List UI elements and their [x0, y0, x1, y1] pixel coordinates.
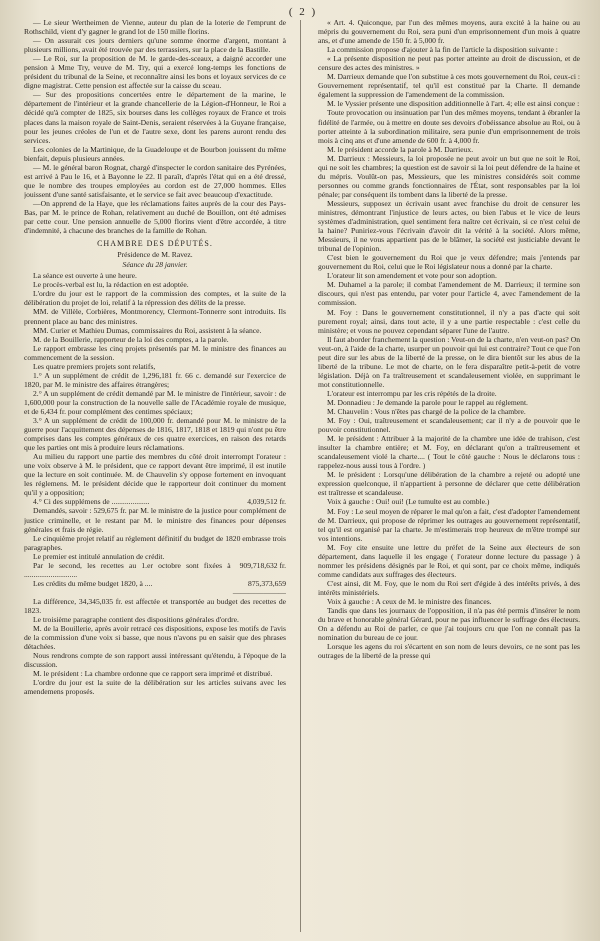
paragraph: Les quatre premiers projets sont relatifs, — [33, 361, 156, 371]
paragraph: Nous rendrons compte de son rapport aussi intéressant qu'étendu, à l'époque de la discussion. — [24, 651, 286, 670]
paragraph: C'est ainsi, dit M. Foy, que le nom du Roi sert d'égide à des intérêts privés, à des intérêts ministériels. — [318, 578, 580, 597]
paragraph: Il faut aborder franchement la question : Veut-on de la charte, n'en veut-on pas? On veut-on, à l'aide de la charte, usurper un pouvoir qui lui est contraire? Tout ce que l'on peut dire sur les abus de la liberté de la presse, on le dira bientôt sur les abus de la liberté de la tribune. Le mot de charte, on le fera disparaître petit-à-petit de votre législation. Déjà on l'a traîtreusement et scandaleusement violée, en supprimant le mot constitutionnelle. — [318, 334, 580, 389]
paragraph: Les colonies de la Martinique, de la Guadeloupe et de Bourbon jouissent du même bienfait, depuis plusieurs années. — [24, 144, 286, 163]
paragraph: Au milieu du rapport une partie des membres du côté droit interrompt l'orateur : une voix observe à M. le président, que ce rapport devant être imprimé, il est inutile que la lecture en soit continuée. M. de Chauvelin s'y oppose fortement en invoquant les réglemens. M. le président décide que le rapporteur doit continuer du moment qu'il y a opposition; — [24, 452, 286, 498]
paragraph: — M. le général baron Rognat, chargé d'inspecter le cordon sanitaire des Pyrénées, est arrivé à Pau le 16, et à Bayonne le 22. Il paraît, d'après l'état qui en a été dressé, que le nombre des troupes employées au cordon est de 27,000 hommes. Elles jouissent d'une santé satisfaisante, et le service se fait avec beaucoup d'exactitude. — [24, 162, 286, 199]
paragraph: L'orateur lit son amendement et vote pour son adoption. — [327, 271, 497, 281]
paragraph: M. de la Bouillerie, après avoir retracé ces dispositions, expose les motifs de l'avis de la commission d'une voix si basse, que nous n'avons pu en saisir que des phrases détachées. — [24, 624, 286, 652]
ledger-line — [24, 561, 286, 579]
paragraph: M. de la Bouillerie, rapporteur de la loi des comptes, a la parole. — [33, 334, 229, 344]
left-column — [24, 18, 286, 936]
paragraph: M. le président : Lorsqu'une délibération de la chambre a rejeté ou adopté une expression quelconque, il n'appartient à personne de déclarer que cette délibération est traîtresse et scandaleuse. — [318, 470, 580, 498]
paragraph: Demandés, savoir : 529,675 fr. par M. le ministre de la justice pour complément de justice criminelle, et le restant par M. le ministre des finances pour dépenses générales et frais de régie. — [24, 506, 286, 534]
paragraph: M. Chauvelin : Vous n'êtes pas chargé de la police de la chambre. — [327, 407, 526, 417]
paragraph: M. le Vyssier présente une disposition additionnelle à l'art. 4; elle est ainsi conçue : — [327, 99, 580, 109]
paragraph: M. Darrieux demande que l'on substitue à ces mots gouvernement du Roi, ceux-ci : Gouvernement représentatif, tel qu'il est constitué par la Charte. Il demande également la suppression de l'amendement de la commission. — [318, 72, 580, 100]
paragraph: La différence, 34,345,035 fr. est affectée et transportée au budget des recettes de 1823. — [24, 596, 286, 615]
paragraph: Lorsque les agens du roi s'écartent en son nom de leurs devoirs, ce ne sont pas les outrages de la liberté de la presse qui — [318, 642, 580, 661]
paragraph: MM. de Villèle, Corbières, Montmorency, Clermont-Tonnerre sont introduits. Ils prennent place au banc des ministres. — [24, 307, 286, 326]
page-number: ( 2 ) — [288, 6, 318, 18]
paragraph: Le premier est intitulé annulation de crédit. — [33, 551, 165, 561]
paragraph: — Le sieur Wertheimen de Vienne, auteur du plan de la loterie de l'emprunt de Rothschild, vient d'y gagner le grand lot de 150 mille florins. — [24, 18, 286, 37]
paragraph: Toute provocation ou insinuation par l'un des mêmes moyens, tendant à ébranler la fidélité de l'armée, ou à mettre en doute ses devoirs d'obéissance absolue au Roi, ou à porter atteinte à la subordination militaire, sera punie d'un emprisonnement de trois mois à cinq ans et d'une amende de 600 fr. à 4,000 fr. — [318, 108, 580, 145]
paragraph: 2.° A un supplément de crédit demandé par M. le ministre de l'intérieur, savoir : de 1,600,000 pour la construction de la nouvelle salle de l'Académie royale de musique, et de 6,434 fr. pour complément des centimes spéciaux; — [24, 388, 286, 416]
paragraph: M. Duhamel a la parole; il combat l'amendement de M. Darrieux; il termine son discours, qui n'est pas entendu, par voter pour l'article 4, avec l'amendement de la commission. — [318, 280, 580, 308]
paragraph: —On apprend de la Haye, que les réclamations faites auprès de la cour des Pays-Bas, par M. le prince de Rohan, relativement au duché de Bouillon, ont été admises par cette cour. Une pension annuelle de 5,000 florins vient d'être accordée, à titre d'indemnité, à chacune des branches de la famille de Rohan. — [24, 198, 286, 236]
paragraph: M. Foy cite ensuite une lettre du préfet de la Seine aux électeurs de son département, dans laquelle il les engage ( l'orateur donne lecture du passage ) à nommer les présidens désignés par le Roi, et qui sont, par ce choix même, indiqués comme candidats aux suffrages des électeurs. — [318, 542, 580, 579]
paragraph: — On assurait ces jours derniers qu'une somme énorme d'argent, montant à plusieurs millions, avait été trouvée par des terrassiers, sur la place de la Bastille. — [24, 36, 286, 55]
paragraph: M. le président : Attribuer à la majorité de la chambre une idée de trahison, c'est insulter la chambre entière; et M. Foy, en déclarant qu'on a traîtreusement et scandaleusement violé la charte.... ( Tout le côté gauche : Nous le déclarons tous : rappelez-nous aussi tous à l'ordre. ) — [318, 434, 580, 471]
paragraph: La séance est ouverte à une heure. — [33, 271, 137, 281]
ledger-label: Les crédits du même budget 1820, à .... — [33, 578, 153, 588]
paragraph: M. Darrieux : Messieurs, la loi proposée ne peut avoir un but que ne soit le Roi, qui ne soit les chambres; la question est de savoir si la loi peut défendre de la haine et du mépris. Voulût-on pas, Messieurs, que les ministres considérés soit comme personnes ou comme grands fonctionnaires de l'État, sont responsables par la loi pénale; par conséquent ils tombent dans la liberté de la presse. — [318, 153, 580, 199]
paragraph: Voix à gauche : Oui! oui! (Le tumulte est au comble.) — [327, 497, 490, 507]
paragraph: L'ordre du jour est le rapport de la commission des comptes, et la suite de la délibération du projet de loi, relatif à la répression des délits de la presse. — [24, 289, 286, 308]
paragraph: L'orateur est interrompu par les cris répétés de la droite. — [327, 388, 497, 398]
ledger-line — [24, 588, 286, 597]
paragraph: Le rapport embrasse les cinq projets présentés par M. le ministre des finances au commencement de la session. — [24, 343, 286, 362]
ledger-label: 4.° Ci des supplémens de .................... — [33, 497, 150, 507]
paragraph: Le troisième paragraphe contient des dispositions générales d'ordre. — [33, 615, 239, 625]
paragraph: M. Foy : Dans le gouvernement constitutionnel, il n'y a pas d'acte qui soit purement royal; ainsi, dans tout acte, il y a une partie respectable : c'est celle du ministère; et vous ne pouvez cependant séparer l'une de l'autre. — [318, 307, 580, 335]
paragraph: Voix à gauche : A ceux de M. le ministre des finances. — [327, 597, 492, 606]
session-date: Séance du 28 janvier. — [122, 260, 188, 270]
paragraph: M. le président accorde la parole à M. Darrieux. — [327, 144, 474, 154]
paragraph: C'est bien le gouvernement du Roi que je veux défendre; mais j'entends par gouvernement du Roi, celui que le Roi législateur nous a donné par la charte. — [318, 253, 580, 272]
paragraph: « La présente disposition ne peut pas porter atteinte au droit de discussion, et de censure des actes des ministres. » — [318, 54, 580, 73]
paragraph: MM. Curier et Mathieu Dumas, commissaires du Roi, assistent à la séance. — [33, 325, 262, 335]
column-divider — [300, 20, 301, 932]
ledger-line — [24, 579, 286, 588]
paragraph: 1.° A un supplément de crédit de 1,296,181 fr. 66 c. demandé sur l'exercice de 1820, par M. le ministre des affaires étrangères; — [24, 370, 286, 389]
section-heading: CHAMBRE DES DÉPUTÉS. — [97, 239, 213, 249]
paragraph: M. Foy : Le seul moyen de réparer le mal qu'on a fait, c'est d'adopter l'amendement de M. Darrieux, qui propose de réprimer les outrages au gouvernement représentatif, tel qu'il est organisé par la charte. Je m'estimerais trop heureux de m'être trompé sur vos intentions. — [318, 506, 580, 543]
paragraph: La commission propose d'ajouter à la fin de l'article la disposition suivante : — [327, 45, 558, 55]
ledger-line — [24, 497, 286, 506]
presidency-line: Présidence de M. Ravez. — [117, 250, 193, 260]
paragraph: « Art. 4. Quiconque, par l'un des mêmes moyens, aura excité à la haine ou au mépris du gouvernement du Roi, sera puni d'un emprisonnement d'un mois à quatre ans, et d'une amende de 150 fr. à 5,000 fr. — [318, 18, 580, 46]
paragraph: — Le Roi, sur la proposition de M. le garde-des-sceaux, a daigné accorder une pension à Mme Try, veuve de M. Try, qui a exercé long-temps les fonctions de président du tribunal de la Seine, et reconnaître ainsi les bons et loyaux services de ce digne magistrat. Cette pension est affectée sur la caisse du sceau. — [24, 54, 286, 91]
paragraph: M. Donnadieu : Je demande la parole pour le rappel au réglement. — [327, 397, 528, 407]
paragraph: M. Foy : Oui, traîtreusement et scandaleusement; car il n'y a de pouvoir que le pouvoir constitutionnel. — [318, 416, 580, 435]
paragraph: M. le président : La chambre ordonne que ce rapport sera imprimé et distribué. — [33, 669, 273, 679]
right-column — [318, 18, 580, 936]
ledger-amount: ——————— — [232, 587, 286, 597]
ledger-amount: 909,718,632 fr. — [239, 560, 286, 570]
paragraph: Le procès-verbal est lu, la rédaction en est adoptée. — [33, 280, 189, 290]
ledger-amount: 4,039,512 fr. — [247, 497, 286, 507]
paragraph: Messieurs, supposez un écrivain usant avec franchise du droit de censurer les ministres, démontrant l'injustice de leurs actes, ou bien l'abus et le vice de leurs systèmes d'administration, quel sentiment fera naître cet écrivain, si ce n'est celui de la haine? Puniriez-vous l'écrivain d'avoir dit la vérité à la société. Alors même, Messieurs, il ne vous appartient pas de le blâmer, la société est justiciable devant le tribunal de l'opinion. — [318, 198, 580, 254]
paragraph: 3.° A un supplément de crédit de 100,000 fr. demandé pour M. le ministre de la guerre pour l'acquittement des dépenses de 1816, 1817, 1818 et 1819 qui n'ont pu être comprises dans les comptes généraux de ces quatre exercices, en raison des retards que les parties ont mis à produire leurs réclamations. — [24, 416, 286, 453]
paragraph: Le cinquième projet relatif au réglement définitif du budget de 1820 embrasse trois paragraphes. — [24, 533, 286, 552]
paragraph: — Sur des propositions concertées entre le département de la marine, le département de l'intérieur et la grande chancellerie de la Légion-d'Honneur, le Roi a décidé qu'à compter de 1825, six bourses dans les collèges royaux de France et trois places dans la maison royale de Saint-Denis, seraient réservées à la Guyane française, pour les jeunes créoles de l'un et de l'autre sexe, dont les parens auront rendu des services. — [24, 90, 286, 145]
ledger-label: Par le second, les recettes au 1.er octobre sont fixées à ............................ — [24, 560, 231, 579]
ledger-amount: 875,373,659 — [248, 578, 286, 588]
paragraph: Tandis que dans les journaux de l'opposition, il n'a pas été permis d'insérer le nom du brave et honorable général Gérard, pour ne pas influencer le suffrage des électeurs. On a défendu au Roi de parler, ce que j'ai toujours cru que l'on ne connaît pas la nomination du bureau de ce jour. — [318, 606, 580, 643]
paragraph: L'ordre du jour est la suite de la délibération sur les articles suivans avec les amendemens proposés. — [24, 678, 286, 697]
